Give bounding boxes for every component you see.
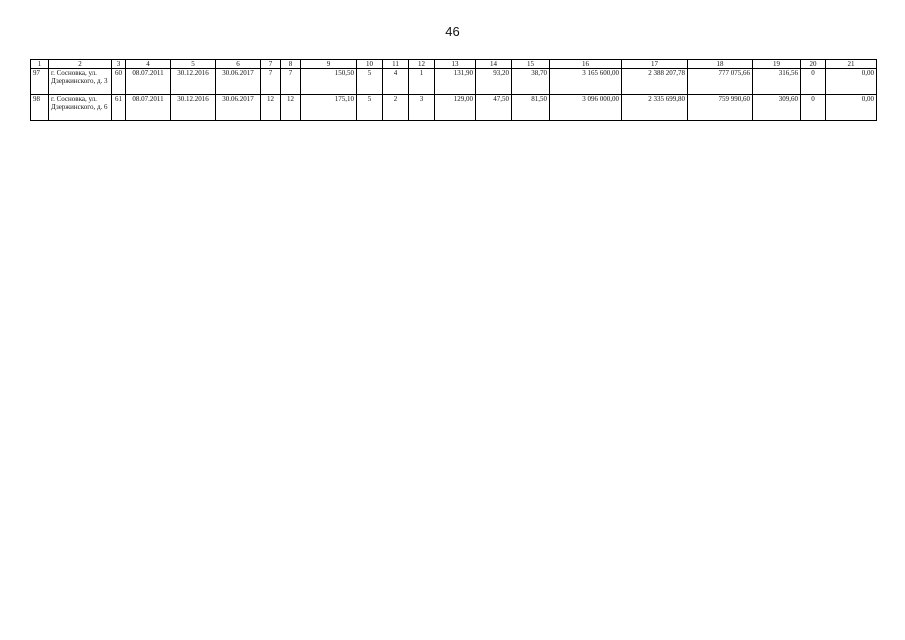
table-cell: 129,00 xyxy=(435,95,476,121)
housing-table xyxy=(30,59,876,121)
table-cell: 175,10 xyxy=(301,95,357,121)
table-cell: 08.07.2011 xyxy=(126,95,171,121)
col-header: 11 xyxy=(383,60,409,69)
table-cell: 38,70 xyxy=(512,69,550,95)
table-cell: 0 xyxy=(801,69,826,95)
table-cell: 2 xyxy=(383,95,409,121)
address-cell: г. Сосновка, ул. Дзержинского, д. 3 xyxy=(49,69,112,95)
table-cell: 131,90 xyxy=(435,69,476,95)
table-cell: 3 096 000,00 xyxy=(550,95,622,121)
header-row xyxy=(31,60,877,69)
table-cell: 12 xyxy=(261,95,281,121)
col-header: 17 xyxy=(622,60,688,69)
table-cell: 7 xyxy=(281,69,301,95)
col-header: 15 xyxy=(512,60,550,69)
col-header: 13 xyxy=(435,60,476,69)
col-header: 9 xyxy=(301,60,357,69)
table-cell: 0,00 xyxy=(826,69,877,95)
table-cell: 0 xyxy=(801,95,826,121)
col-header: 4 xyxy=(126,60,171,69)
row-number: 97 xyxy=(31,69,49,95)
table-cell: 2 335 699,80 xyxy=(622,95,688,121)
table-row xyxy=(31,95,877,121)
table xyxy=(30,59,877,121)
col-header: 16 xyxy=(550,60,622,69)
table-cell: 30.06.2017 xyxy=(216,69,261,95)
row-number: 98 xyxy=(31,95,49,121)
table-cell: 81,50 xyxy=(512,95,550,121)
col-header: 20 xyxy=(801,60,826,69)
table-cell: 309,60 xyxy=(753,95,801,121)
col-header: 2 xyxy=(49,60,112,69)
table-cell: 30.06.2017 xyxy=(216,95,261,121)
table-cell: 1 xyxy=(409,69,435,95)
col-header: 8 xyxy=(281,60,301,69)
col-header: 10 xyxy=(357,60,383,69)
col-header: 12 xyxy=(409,60,435,69)
address-cell: г. Сосновка, ул. Дзержинского, д. 6 xyxy=(49,95,112,121)
col-header: 1 xyxy=(31,60,49,69)
col-header: 3 xyxy=(112,60,126,69)
table-cell: 777 075,66 xyxy=(688,69,753,95)
table-cell: 47,50 xyxy=(476,95,512,121)
col-header: 6 xyxy=(216,60,261,69)
table-cell: 30.12.2016 xyxy=(171,69,216,95)
col-header: 14 xyxy=(476,60,512,69)
table-cell: 3 xyxy=(409,95,435,121)
table-cell: 60 xyxy=(112,69,126,95)
table-cell: 30.12.2016 xyxy=(171,95,216,121)
col-header: 19 xyxy=(753,60,801,69)
col-header: 5 xyxy=(171,60,216,69)
table-cell: 316,56 xyxy=(753,69,801,95)
table-cell: 08.07.2011 xyxy=(126,69,171,95)
table-cell: 61 xyxy=(112,95,126,121)
table-cell: 5 xyxy=(357,95,383,121)
table-cell: 0,00 xyxy=(826,95,877,121)
col-header: 18 xyxy=(688,60,753,69)
table-cell: 12 xyxy=(281,95,301,121)
table-row xyxy=(31,69,877,95)
table-cell: 2 388 207,78 xyxy=(622,69,688,95)
page-number: 46 xyxy=(445,24,460,39)
col-header: 7 xyxy=(261,60,281,69)
table-cell: 7 xyxy=(261,69,281,95)
table-cell: 759 990,60 xyxy=(688,95,753,121)
table-cell: 150,50 xyxy=(301,69,357,95)
table-cell: 3 165 600,00 xyxy=(550,69,622,95)
table-cell: 93,20 xyxy=(476,69,512,95)
table-cell: 4 xyxy=(383,69,409,95)
col-header: 21 xyxy=(826,60,877,69)
table-cell: 5 xyxy=(357,69,383,95)
